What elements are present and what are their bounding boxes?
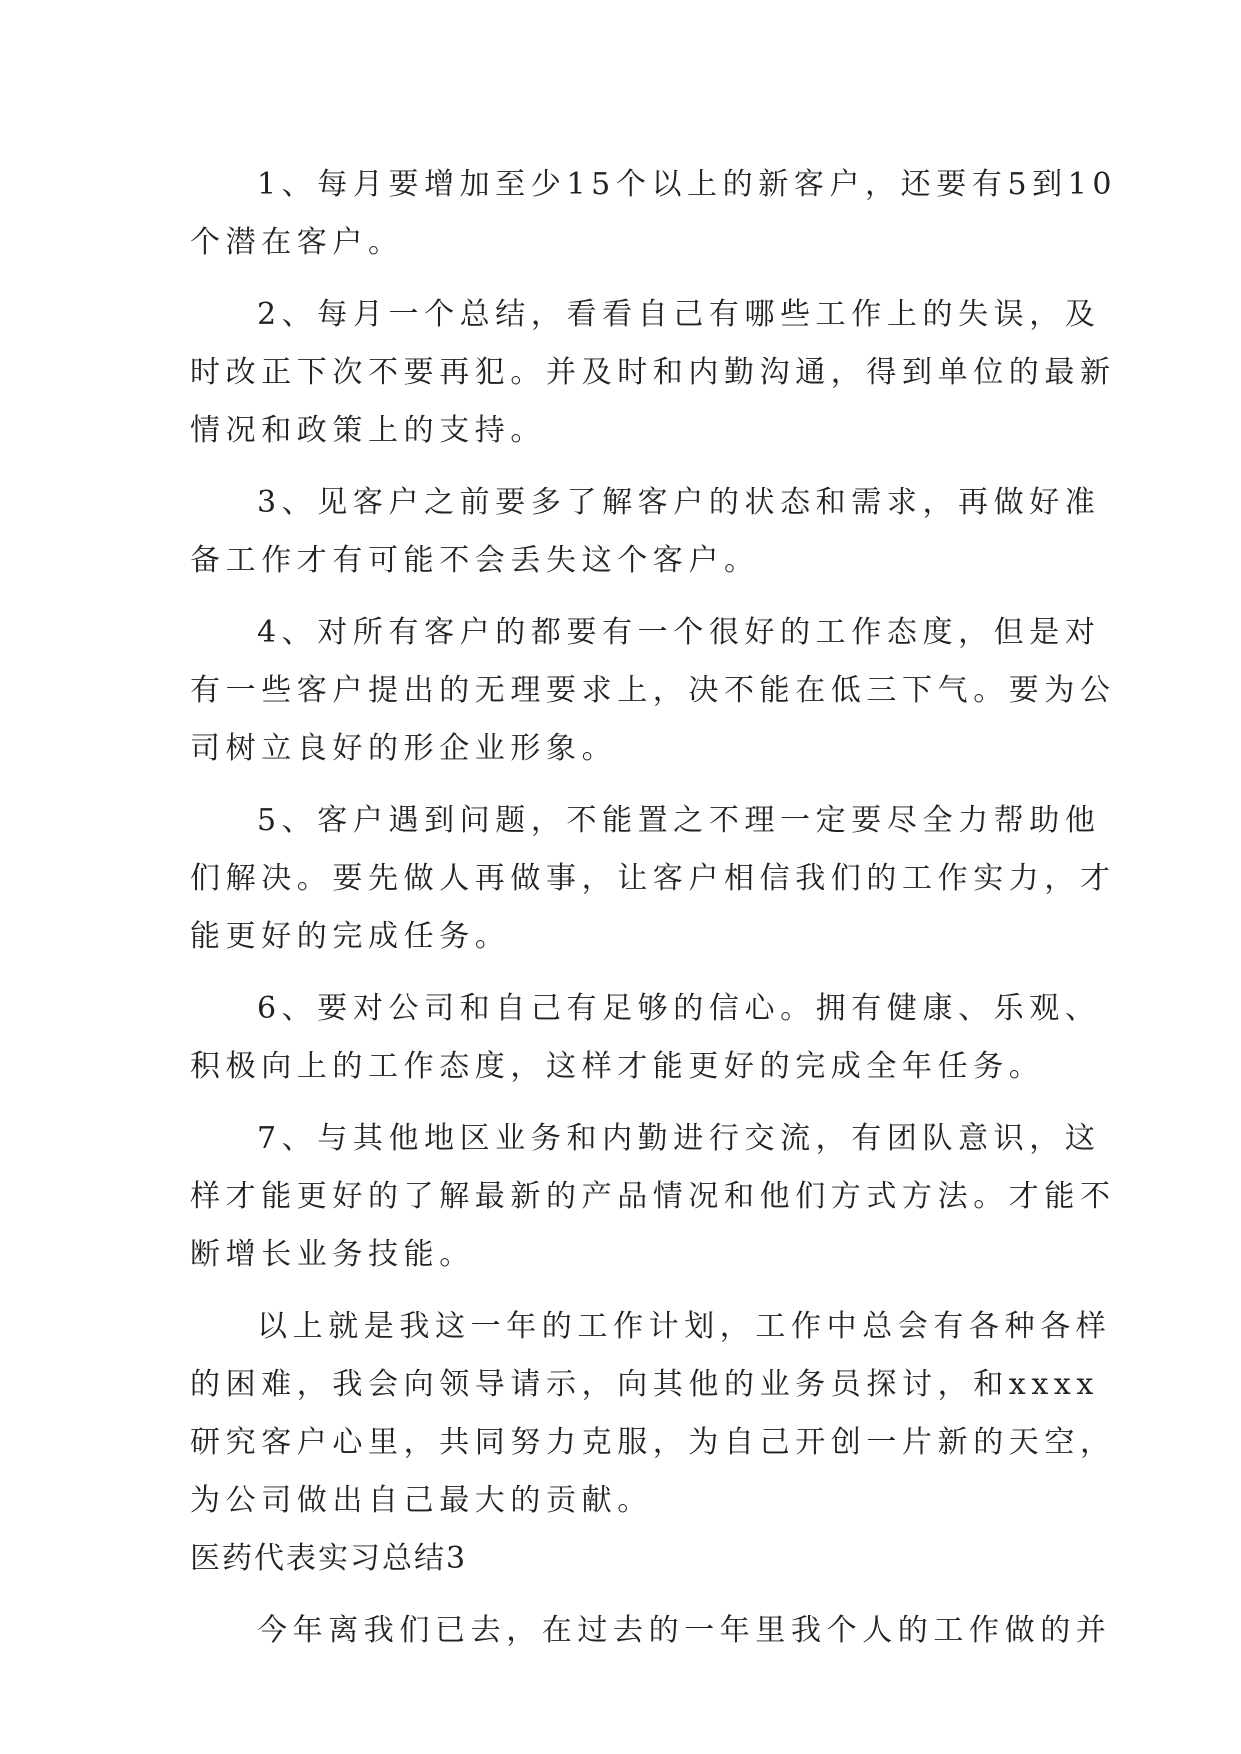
item-2-line-1: 2、每月一个总结，看看自己有哪些工作上的失误，及 bbox=[257, 297, 1101, 332]
item-1-line-1: 1、每月要增加至少15个以上的新客户，还要有5到10 bbox=[257, 167, 1118, 202]
item-2-line-2: 时改正下次不要再犯。并及时和内勤沟通，得到单位的最新 bbox=[190, 355, 1116, 390]
item-7-line-1: 7、与其他地区业务和内勤进行交流，有团队意识，这 bbox=[257, 1121, 1101, 1156]
item-6-line-1: 6、要对公司和自己有足够的信心。拥有健康、乐观、 bbox=[257, 991, 1101, 1026]
next-section-line-1: 今年离我们已去，在过去的一年里我个人的工作做的并 bbox=[257, 1613, 1112, 1648]
summary-line-3: 研究客户心里，共同努力克服，为自己开创一片新的天空， bbox=[190, 1425, 1116, 1460]
item-3-line-1: 3、见客户之前要多了解客户的状态和需求，再做好准 bbox=[257, 485, 1101, 520]
summary-line-2: 的困难，我会向领导请示，向其他的业务员探讨，和xxxx bbox=[190, 1367, 1099, 1402]
section-heading: 医药代表实习总结3 bbox=[190, 1541, 468, 1576]
item-1-line-2: 个潜在客户。 bbox=[190, 225, 404, 260]
item-4-line-2: 有一些客户提出的无理要求上，决不能在低三下气。要为公 bbox=[190, 673, 1116, 708]
item-5-line-1: 5、客户遇到问题，不能置之不理一定要尽全力帮助他 bbox=[257, 803, 1101, 838]
summary-line-4: 为公司做出自己最大的贡献。 bbox=[190, 1483, 653, 1518]
item-4-line-3: 司树立良好的形企业形象。 bbox=[190, 731, 618, 766]
item-3-line-2: 备工作才有可能不会丢失这个客户。 bbox=[190, 543, 760, 578]
summary-line-1: 以上就是我这一年的工作计划，工作中总会有各种各样 bbox=[257, 1309, 1112, 1344]
item-7-line-2: 样才能更好的了解最新的产品情况和他们方式方法。才能不 bbox=[190, 1179, 1116, 1214]
item-7-line-3: 断增长业务技能。 bbox=[190, 1237, 475, 1272]
item-5-line-3: 能更好的完成任务。 bbox=[190, 919, 511, 954]
item-2-line-3: 情况和政策上的支持。 bbox=[190, 413, 546, 448]
item-5-line-2: 们解决。要先做人再做事，让客户相信我们的工作实力，才 bbox=[190, 861, 1116, 896]
item-6-line-2: 积极向上的工作态度，这样才能更好的完成全年任务。 bbox=[190, 1049, 1045, 1084]
item-4-line-1: 4、对所有客户的都要有一个很好的工作态度，但是对 bbox=[257, 615, 1101, 650]
